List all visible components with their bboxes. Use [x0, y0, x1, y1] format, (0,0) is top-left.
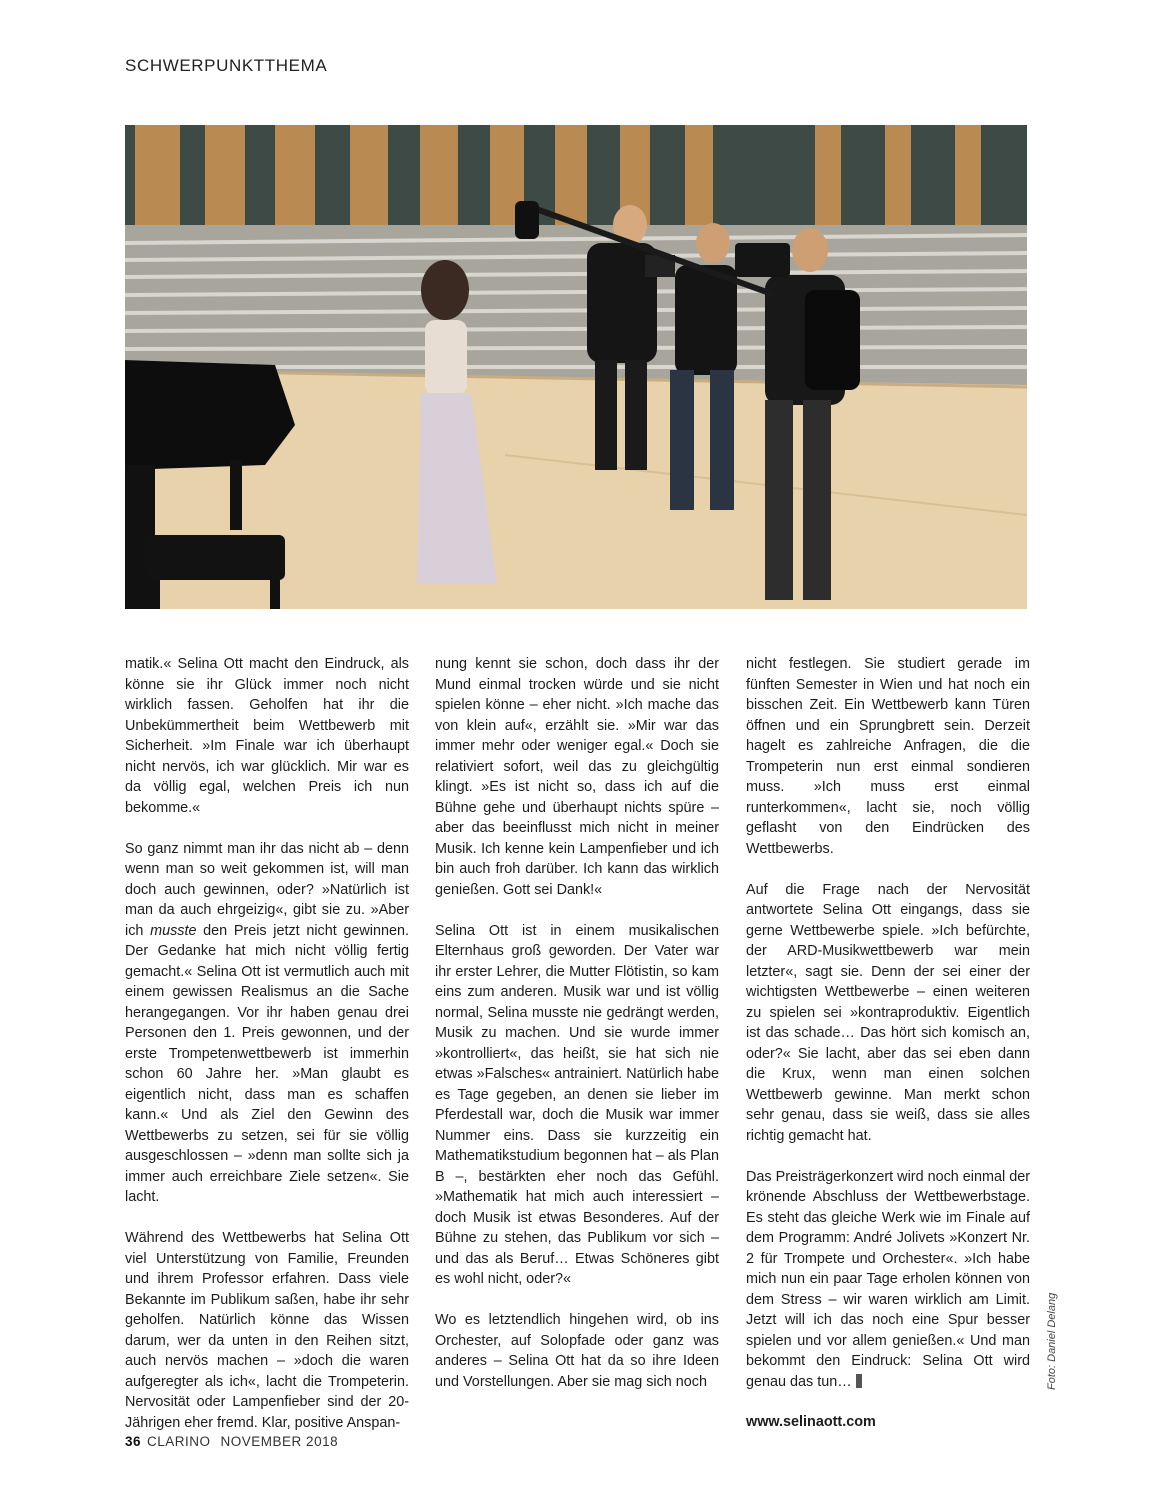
- paragraph: nung kennt sie schon, doch dass ihr der Mund einmal trocken würde und sie nicht spielen könne – eher nicht. »Ich mache das von klein auf«, erzählt sie. »Mir war das immer mehr oder weniger egal.« Doch sie relativiert sofort, weil das zu gleichgültig klingt. »Es ist nicht so, dass ich auf die Bühne gehe und überhaupt nichts spüre – aber das beeinflusst mich nicht in meiner Musik. Ich kenne kein Lampenfieber und ich bin auch froh darüber. Ich kann das wirklich genießen. Gott sei Dank!«: [435, 656, 719, 898]
- text-column-3: [746, 654, 1030, 1433]
- magazine-name: CLARINO: [147, 1434, 211, 1449]
- text-column-1: [125, 654, 409, 1433]
- paragraph: Selina Ott ist in einem musikalischen Elternhaus groß geworden. Der Vater war ihr erster Lehrer, die Mutter Flötistin, so kam eins zum anderen. Musik war und ist völlig normal, Selina musste nie gedrängt werden, Musik zu machen. Und sie wurde immer »kontrolliert«, das heißt, sie hat sich nie etwas »Falsches« antrainiert. Natürlich habe es Tage gegeben, an denen sie lieber im Pferdestall war, doch die Musik war immer Nummer eins. Dass sie kurzzeitig ein Mathematikstudium begonnen hat – als Plan B –, bestärkten eher noch das Gefühl. »Mathematik hat mich auch interessiert – doch Musik ist etwas Besonderes. Auf der Bühne zu stehen, das Publikum vor sich – und das als Beruf… Etwas Schöneres gibt es wohl nicht, oder?«: [435, 922, 719, 1287]
- page-footer: [125, 1434, 338, 1449]
- paragraph: matik.« Selina Ott macht den Eindruck, als könne sie ihr Glück immer noch nicht wirklich fassen. Geholfen hat ihr die Unbekümmertheit beim Wettbewerb mit Sicherheit. »Im Finale war ich überhaupt nicht nervös, ich war glücklich. Mir war es da völlig egal, welchen Preis ich nun bekomme.«: [125, 656, 409, 816]
- paragraph: nicht festlegen. Sie studiert gerade im fünften Semester in Wien und hat noch ein bisschen Zeit. Ein Wettbewerb kann Türen öffnen und ein Sprungbrett sein. Derzeit hagelt es zahlreiche Anfragen, die die Trompeterin nun erst einmal sondieren muss. »Ich muss erst einmal runterkommen«, lacht sie, noch völlig geflasht von den Eindrücken des Wettbewerbs.: [746, 656, 1030, 857]
- end-mark-icon: [856, 1374, 862, 1388]
- paragraph: So ganz nimmt man ihr das nicht ab – denn wenn man so weit gekommen ist, will man doch auch gewinnen, oder? »Natürlich ist man da auch ehrgeizig«, gibt sie zu. »Aber ich musste den Preis jetzt nicht gewinnen. Der Gedanke hat mich nicht völlig fertig gemacht.« Selina Ott ist vermutlich auch mit einem gewissen Realismus an die Sache herangegangen. Vor ihr haben genau drei Personen den 1. Preis gewonnen, und der erste Trompetenwettbewerb ist immerhin schon 60 Jahre her. »Man glaubt es eigentlich nicht, dass man es schaffen kann.« Und als Ziel den Gewinn des Wettbewerbs zu setzen, sei für sie völlig ausgeschlossen – »denn man sollte sich ja immer auch erreichbare Ziele setzen«. Sie lacht.: [125, 840, 410, 1205]
- text-column-2: [435, 654, 719, 1392]
- emphasis: musste: [150, 922, 197, 939]
- paragraph: Das Preisträgerkonzert wird noch einmal der krönende Abschluss der Wettbewerbstage. Es steht das gleiche Werk wie im Finale auf dem Programm: André Jolivets »Konzert Nr. 2 für Trompete und Orchester«. »Ich habe mich nun ein paar Tage erholen können von dem Stress – wir waren wirklich am Limit. Jetzt will ich das noch eine Spur besser spielen und vor allem genießen.« Und man bekommt den Eindruck: Selina Ott wird genau das tun…: [746, 1168, 1030, 1390]
- article-photo: [125, 125, 1027, 609]
- section-label: SCHWERPUNKTTHEMA: [125, 56, 328, 75]
- paragraph: Auf die Frage nach der Nervosität antwortete Selina Ott eingangs, dass sie gerne Wettbewerbe spiele. »Ich befürchte, der ARD-Musikwettbewerb war mein letzter«, sagt sie. Denn der sei einer der wichtigsten Wettbewerbe – einen weiteren zu spielen sei »kontraproduktiv. Eigentlich ist das schade… Das hört sich komisch an, oder?« Sie lacht, aber das sei eben dann die Krux, wenn man einen solchen Wettbewerb gewinne. Man merkt schon sehr genau, dass sie weiß, dass sie alles richtig gemacht hat.: [746, 881, 1030, 1144]
- paragraph: Während des Wettbewerbs hat Selina Ott viel Unterstützung von Familie, Freunden und ihrem Professor erfahren. Dass viele Bekannte im Publikum saßen, habe ihr sehr geholfen. Natürlich könne das Wissen darum, wer da unten in den Reihen sitzt, auch nervös machen – »doch die waren aufgeregter als ich«, lacht die Trompeterin. Nervosität oder Lampenfieber sind der 20-Jährigen eher fremd. Klar, positive Anspan-: [125, 1230, 409, 1431]
- website-link[interactable]: www.selinaott.com: [746, 1414, 876, 1430]
- issue-date: NOVEMBER 2018: [220, 1434, 339, 1449]
- photo-credit: Foto: Daniel Delang: [1046, 1292, 1058, 1390]
- paragraph: Wo es letztendlich hingehen wird, ob ins Orchester, auf Solopfade oder ganz was anderes – Selina Ott hat da so ihre Ideen und Vorstellungen. Aber sie mag sich noch: [435, 1312, 719, 1390]
- page-number: 36: [125, 1434, 142, 1449]
